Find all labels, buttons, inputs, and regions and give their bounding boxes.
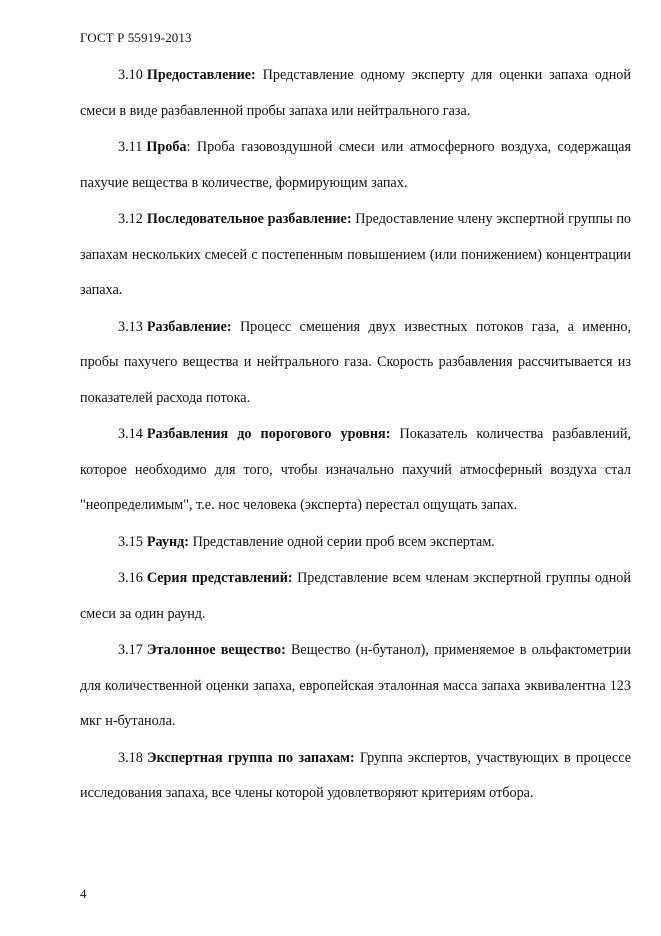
term-definition: Представление одной серии проб всем экспертам. (192, 533, 495, 550)
term-number: 3.17 (118, 642, 143, 658)
term-name: Раунд: (146, 533, 190, 550)
term-3-18 (80, 741, 631, 812)
term-definition: Показатель количества разбавлений, которое необходимо для того, чтобы изначально пахучий атмосферный воздуха стал "неопределимым", т.е. нос человека (эксперта) перестал ощущать запах. (80, 426, 632, 513)
term-number: 3.16 (118, 570, 143, 586)
term-number: 3.18 (118, 749, 143, 766)
term-name: Предоставление: (146, 67, 256, 83)
term-definition: Представление всем членам экспертной группы одной смеси за один раунд. (80, 570, 631, 622)
term-number: 3.14 (118, 426, 143, 442)
term-name: Эталонное вещество: (146, 642, 286, 658)
term-3-11 (80, 130, 631, 201)
term-3-12 (80, 202, 631, 309)
term-name: Проба (146, 139, 187, 155)
term-definition: : Проба газовоздушной смеси или атмосферного воздуха, содержащая пахучие вещества в количестве, формирующим запах. (80, 139, 631, 191)
document-header: ГОСТ Р 55919-2013 (80, 30, 192, 45)
term-name: Последовательное разбавление: (146, 211, 352, 227)
term-3-16 (80, 561, 631, 632)
term-name: Разбавления до порогового уровня: (146, 426, 391, 442)
term-definition: Процесс смешения двух известных потоков газа, а именно, пробы пахучего вещества и нейтрального газа. Скорость разбавления рассчитывается из показателей расхода потока. (80, 318, 632, 406)
term-3-14 (80, 417, 631, 524)
term-number: 3.13 (118, 318, 143, 335)
terms-list (80, 58, 631, 812)
term-definition: Группа экспертов, участвующих в процессе исследования запаха, все члены которой удовлетворяют критериям отбора. (80, 749, 631, 801)
term-definition: Предоставление члену экспертной группы по запахам нескольких смесей с постепенным повышением (или понижением) концентрации запаха. (80, 211, 632, 298)
term-name: Серия представлений: (146, 570, 293, 586)
term-number: 3.10 (118, 67, 143, 83)
term-definition: Вещество (н-бутанол), применяемое в ольфактометрии для количественной оценки запаха, европейская эталонная масса запаха эквивалентна 123 мкг н-бутанола. (80, 642, 631, 729)
page-number: 4 (80, 886, 87, 901)
term-3-17 (80, 633, 631, 740)
term-number: 3.11 (118, 139, 143, 155)
term-3-13 (80, 310, 631, 417)
term-number: 3.15 (118, 533, 143, 550)
term-name: Экспертная группа по запахам: (146, 749, 355, 766)
term-3-15 (80, 525, 631, 561)
term-name: Разбавление: (146, 318, 232, 335)
term-number: 3.12 (118, 211, 143, 227)
term-3-10 (80, 58, 631, 129)
term-definition: Представление одному эксперту для оценки запаха одной смеси в виде разбавленной пробы запаха или нейтрального газа. (80, 67, 631, 119)
